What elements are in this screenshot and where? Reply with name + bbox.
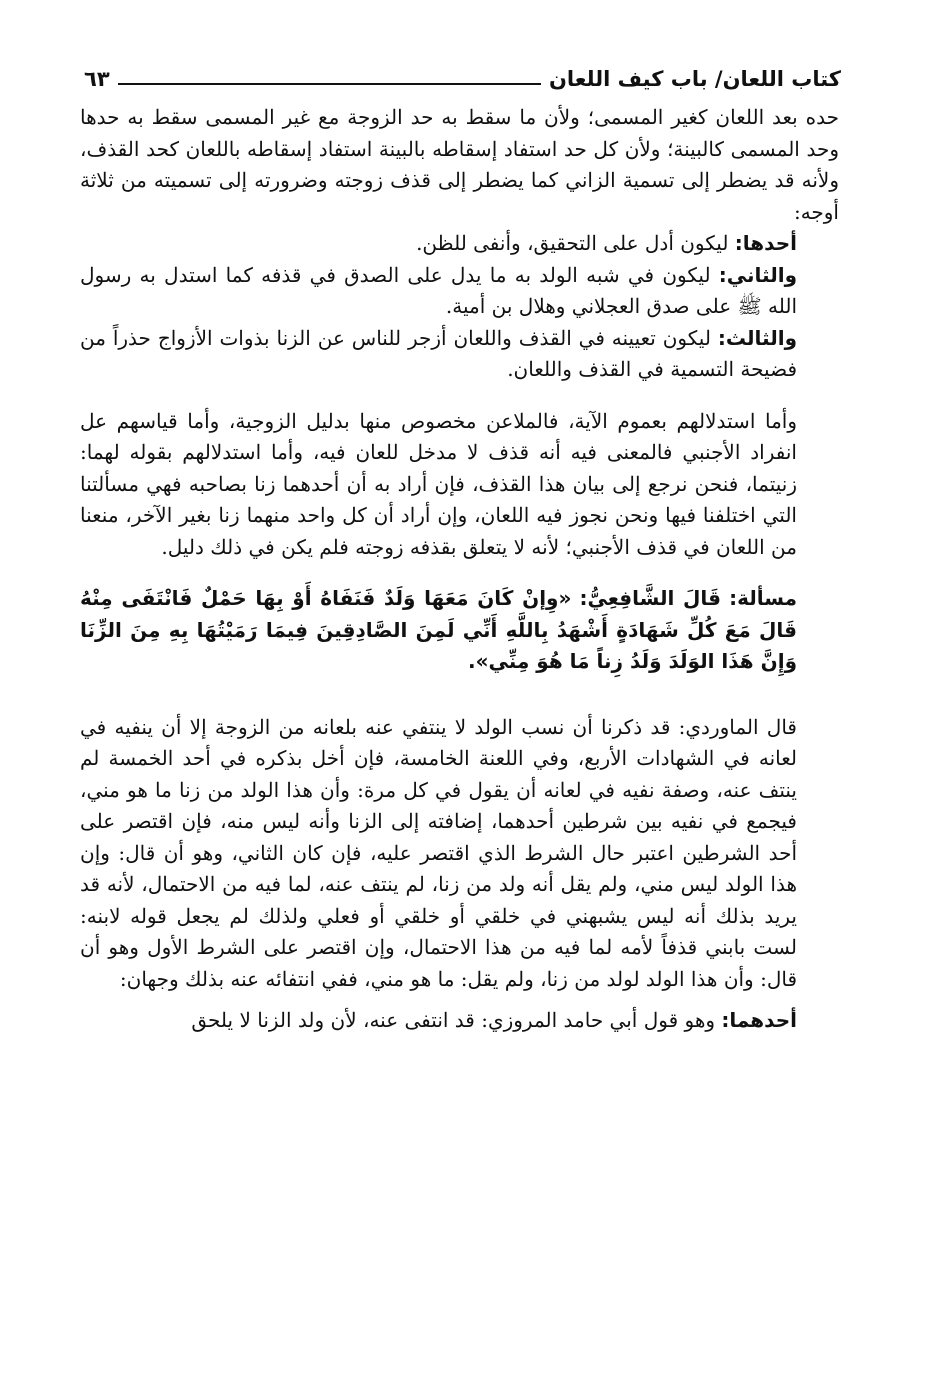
page-number: ٦٣ — [84, 67, 110, 91]
aspect-3-label: والثالث: — [717, 325, 797, 350]
paragraph-3: قال الماوردي: قد ذكرنا أن نسب الولد لا ينتفي عنه بلعانه من الزوجة إلا أن ينفيه في لعانه في الشهادات الأربع، وفي اللعنة الخامسة، فإن أخل بذكره في أحد الخمسة لم ينتف عنه، وصفة نفيه في لعانه أن يقول في كل مرة: وأن هذا الولد من زنا ما هو مني، فيجمع في نفيه بين شرطين أحدهما، إضافته إلى الزنا وأنه ليس منه، فإن اقتصر على أحد الشرطين اعتبر حال الشرط الذي اقتصر عليه، فإن كان الثاني، وهو أن قال: وإن هذا الولد ليس مني، ولم يقل أنه ولد من زنا، لم ينتف عنه، لما فيه من الاحتمال، لأنه قد يريد بذلك أنه ليس يشبهني في خلقي أو خلقي أو فعلي ولذلك لم يجعل قوله لابنه: لست بابني قذفاً لأمه لما فيه من هذا الاحتمال، وإن اقتصر على الشرط الأول وهو أن قال: وأن هذا الولد لولد من زنا، ولم يقل: ما هو مني، ففي انتفائه عنه بذلك وجهان: — [80, 714, 797, 991]
masala-text: «وِإنْ كَانَ مَعَهَا وَلَدٌ فَنَفَاهُ أَوْ بِهَا حَمْلٌ فَانْتَفَى مِنْهُ قَالَ مَعَ كُلِّ شَهَادَةٍ أَشْهَدُ بِاللَّهِ أَنِّي لَمِنَ الصَّادِقِينَ فِيمَا رَمَيْتُهَا بِهِ مِنَ الزِّنَا وَإِنَّ هَذَا الوَلَدَ وَلَدُ زِناً مَا هُوَ مِنِّي». — [80, 586, 797, 673]
paragraph-2: وأما استدلالهم بعموم الآية، فالملاعن مخصوص منها بدليل الزوجية، وأما قياسهم عل انفراد الأجنبي فالمعنى فيه أنه قذف لا مدخل للعان فيه، وأما استدلالهم بقوله لهما: زنيتما، فنحن نرجع إلى بيان هذا القذف، فإن أراد به أن أحدهما زنا بصاحبه فهي مسألتنا التي اختلفنا فيها ونحن نجوز فيه اللعان، وإن أراد أن كل واحد منهما زنا بغير الآخر، منعنا من اللعان في قذف الأجنبي؛ لأنه لا يتعلق بقذفه زوجته فلم يكن في ذلك دليل. — [80, 408, 797, 559]
running-header — [84, 60, 841, 94]
aspect-3 — [80, 323, 839, 386]
shafii-attribution: قَالَ الشَّافِعِيُّ: — [579, 586, 722, 610]
paragraph-1: حده بعد اللعان كغير المسمى؛ ولأن ما سقط به حد الزوجة مع غير المسمى سقط به حدها وحد المسمى كالبينة؛ ولأن كل حد استفاد إسقاطه بالبينة استفاد إسقاطه باللعان كحد القذف، ولأنه قد يضطر إلى تسمية الزاني كما يضطر إلى قذف زوجته وضرورته إلى تسميته من ثلاثة أوجه: — [80, 105, 839, 224]
aspect-1-label: أحدها: — [734, 231, 797, 255]
first-opinion-label: أحدهما: — [721, 1008, 797, 1032]
aspect-3-text: ليكون تعيينه في القذف واللعان أزجر للناس عن الزنا بذوات الأزواج حذراً من فضيحة التسمية في القذف واللعان. — [80, 325, 797, 381]
masala-label: مسألة: — [729, 586, 798, 610]
aspect-1 — [80, 228, 839, 260]
aspect-2-label: والثاني: — [718, 262, 798, 287]
chapter-title: كتاب اللعان/ باب كيف اللعان — [549, 67, 841, 91]
first-opinion — [80, 1005, 839, 1037]
aspect-1-text: ليكون أدل على التحقيق، وأنفى للظن. — [416, 231, 729, 255]
main-text — [80, 102, 839, 1037]
masala — [80, 583, 839, 678]
aspect-2 — [80, 260, 839, 323]
first-opinion-text: وهو قول أبي حامد المروزي: قد انتفى عنه، لأن ولد الزنا لا يلحق — [191, 1008, 716, 1032]
aspect-2-text: ليكون في شبه الولد به ما يدل على الصدق في قذفه كما استدل به رسول الله ﷺ على صدق العجلاني وهلال بن أمية. — [80, 262, 797, 318]
header-rule — [118, 83, 541, 85]
